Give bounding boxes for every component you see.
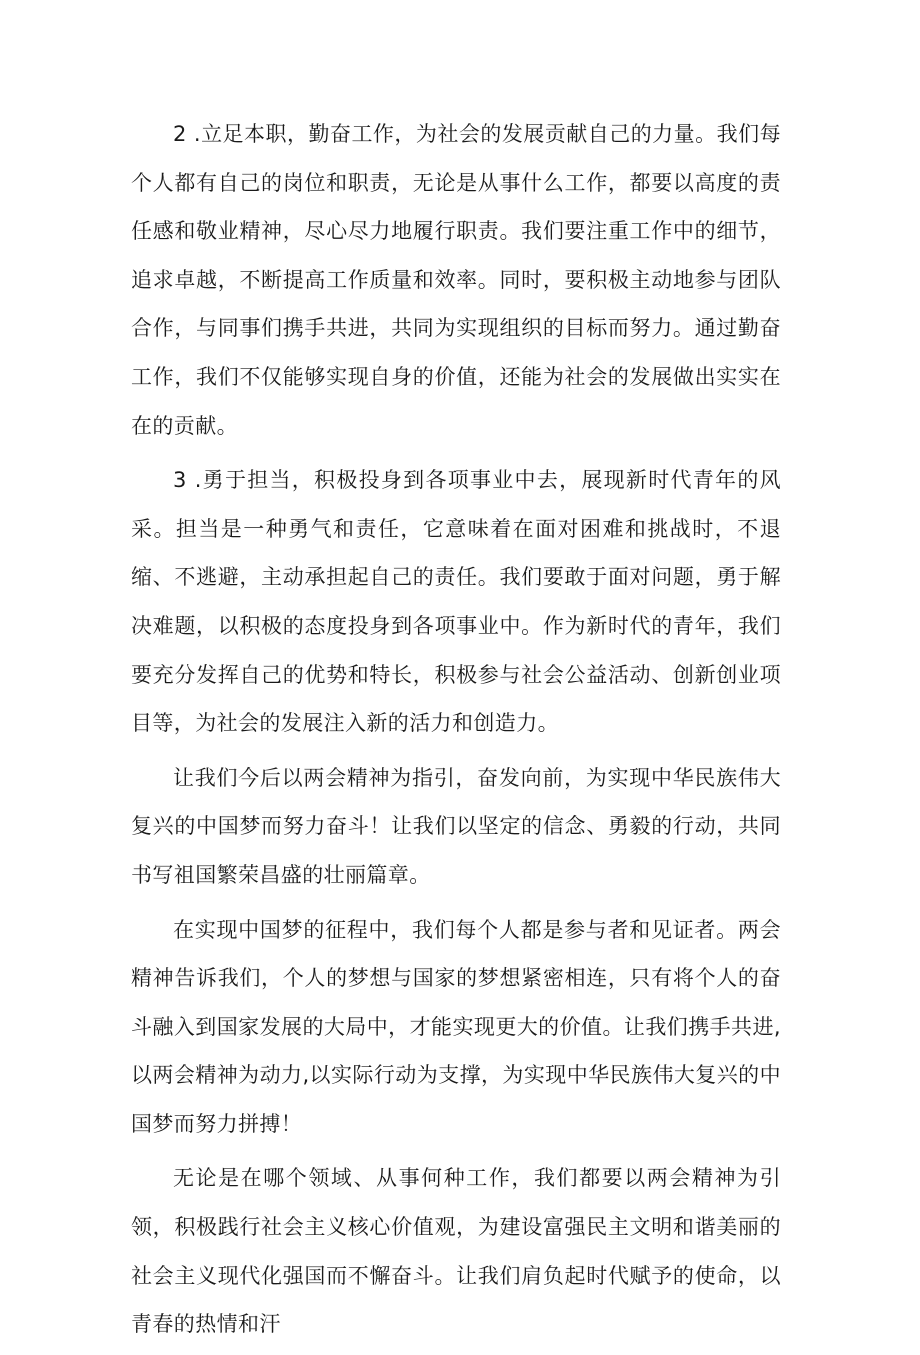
paragraph-call-to-action: 让我们今后以两会精神为指引，奋发向前，为实现中华民族伟大复兴的中国梦而努力奋斗！让我们以坚定的信念、勇毅的行动，共同书写祖国繁荣昌盛的壮丽篇章。 [131, 765, 781, 887]
paragraph-point-3: 3 .勇于担当，积极投身到各项事业中去，展现新时代青年的风采。担当是一种勇气和责任，它意味着在面对困难和挑战时，不退缩、不逃避，主动承担起自己的责任。我们要敢于面对问题，勇于解决难题，以积极的态度投身到各项事业中。作为新时代的青年，我们要充分发挥自己的优势和特长，积极参与社会公益活动、创新创业项目等，为社会的发展注入新的活力和创造力。 [131, 468, 781, 736]
paragraph-point-2: 2 .立足本职，勤奋工作，为社会的发展贡献自己的力量。我们每个人都有自己的岗位和职责，无论是从事什么工作，都要以高度的责任感和敬业精神，尽心尽力地履行职责。我们要注重工作中的细节，追求卓越，不断提高工作质量和效率。同时，要积极主动地参与团队合作，与同事们携手共进，共同为实现组织的目标而努力。通过勤奋工作，我们不仅能够实现自身的价值，还能为社会的发展做出实实在在的贡献。 [131, 122, 781, 438]
paragraph-chinese-dream: 在实现中国梦的征程中，我们每个人都是参与者和见证者。两会精神告诉我们，个人的梦想与国家的梦想紧密相连，只有将个人的奋斗融入到国家发展的大局中，才能实现更大的价值。让我们携手共进,以两会精神为动力,以实际行动为支撑，为实现中华民族伟大复兴的中国梦而努力拼搏！ [131, 917, 781, 1136]
document-body [131, 110, 781, 1355]
paragraph-core-values: 无论是在哪个领域、从事何种工作，我们都要以两会精神为引领，积极践行社会主义核心价值观，为建设富强民主文明和谐美丽的社会主义现代化强国而不懈奋斗。让我们肩负起时代赋予的使命，以青春的热情和汗 [131, 1166, 781, 1337]
